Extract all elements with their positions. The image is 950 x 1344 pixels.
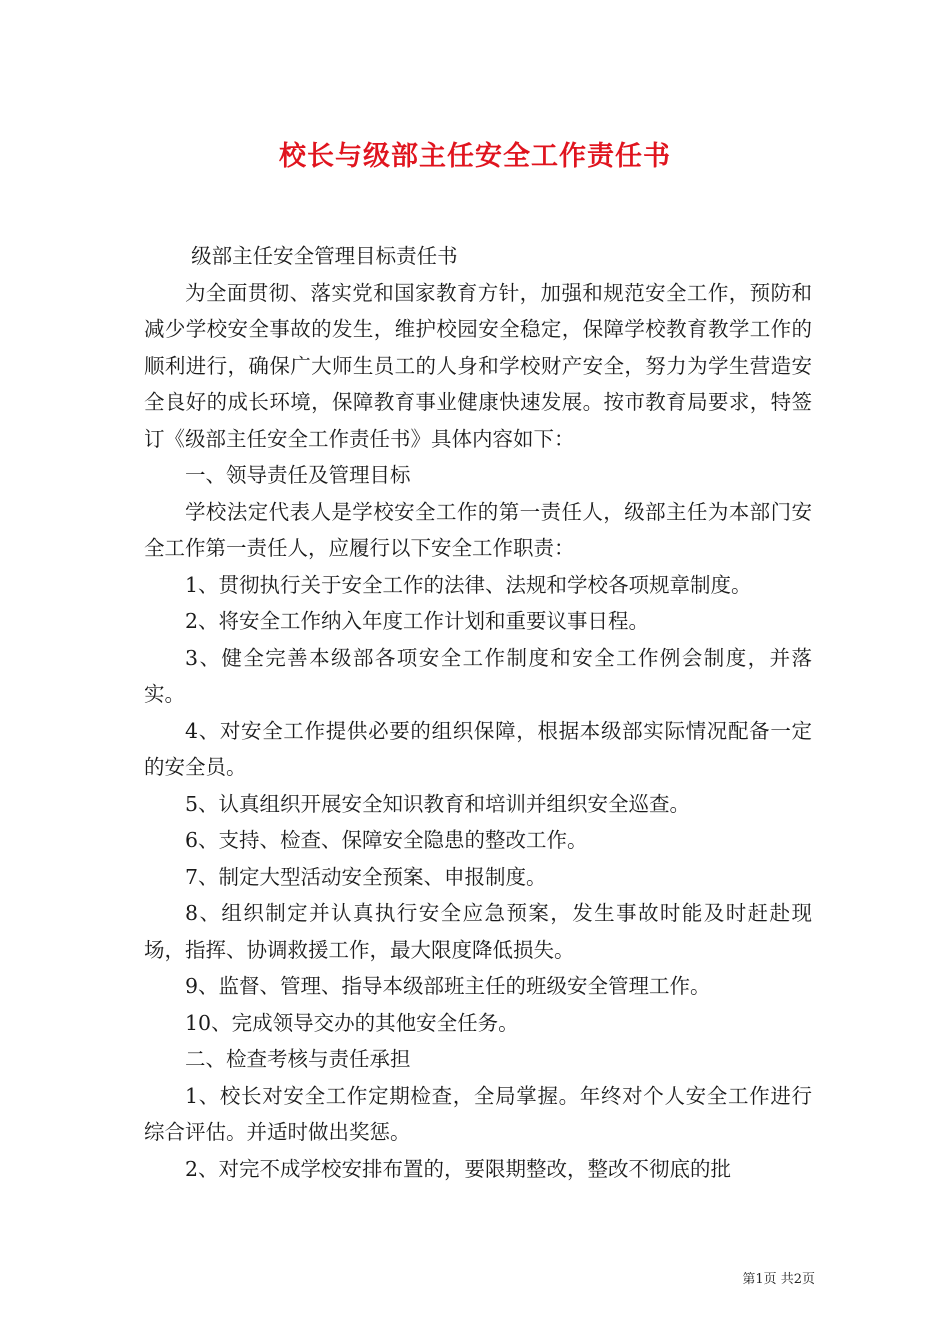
intro-paragraph: 为全面贯彻、落实党和国家教育方针，加强和规范安全工作，预防和减少学校安全事故的发生，维护校园安全稳定，保障学校教育教学工作的顺利进行，确保广大师生员工的人身和学校财产安全，努力为学生营造安全良好的成长环境，保障教育事业健康快速发展。按市教育局要求，特签订《级部主任安全工作责任书》具体内容如下： (144, 280, 812, 451)
responsibility-paragraph: 学校法定代表人是学校安全工作的第一责任人，级部主任为本部门安全工作第一责任人，应履行以下安全工作职责： (144, 499, 812, 560)
duty-item-3: 3、健全完善本级部各项安全工作制度和安全工作例会制度，并落实。 (144, 645, 812, 706)
duty-item-5: 5、认真组织开展安全知识教育和培训并组织安全巡查。 (185, 791, 691, 816)
subtitle-paragraph: 级部主任安全管理目标责任书 (191, 244, 458, 268)
duty-item-1: 1、贯彻执行关于安全工作的法律、法规和学校各项规章制度。 (185, 572, 752, 597)
page-number-footer: 第1页 共2页 (742, 1272, 815, 1287)
duty-item-8: 8、组织制定并认真执行安全应急预案，发生事故时能及时赶赴现场，指挥、协调救援工作，最大限度降低损失。 (144, 901, 812, 962)
duty-item-7: 7、制定大型活动安全预案、申报制度。 (185, 864, 547, 889)
section-heading-2: 二、检查考核与责任承担 (185, 1047, 411, 1071)
duty-item-10: 10、完成领导交办的其他安全任务。 (185, 1010, 519, 1035)
duty-item-9: 9、监督、管理、指导本级部班主任的班级安全管理工作。 (185, 974, 711, 998)
assessment-item-1: 1、校长对安全工作定期检查，全局掌握。年终对个人安全工作进行综合评估。并适时做出奖惩。 (144, 1083, 812, 1144)
section-heading-1: 一、领导责任及管理目标 (185, 463, 411, 487)
duty-item-2: 2、将安全工作纳入年度工作计划和重要议事日程。 (185, 609, 650, 633)
duty-item-4: 4、对安全工作提供必要的组织保障，根据本级部实际情况配备一定的安全员。 (144, 718, 812, 779)
assessment-item-2: 2、对完不成学校安排布置的，要限期整改，整改不彻底的批 (185, 1156, 732, 1181)
duty-item-6: 6、支持、检查、保障安全隐患的整改工作。 (185, 828, 588, 852)
document-title: 校长与级部主任安全工作责任书 (279, 141, 671, 172)
document-body (144, 238, 812, 1187)
